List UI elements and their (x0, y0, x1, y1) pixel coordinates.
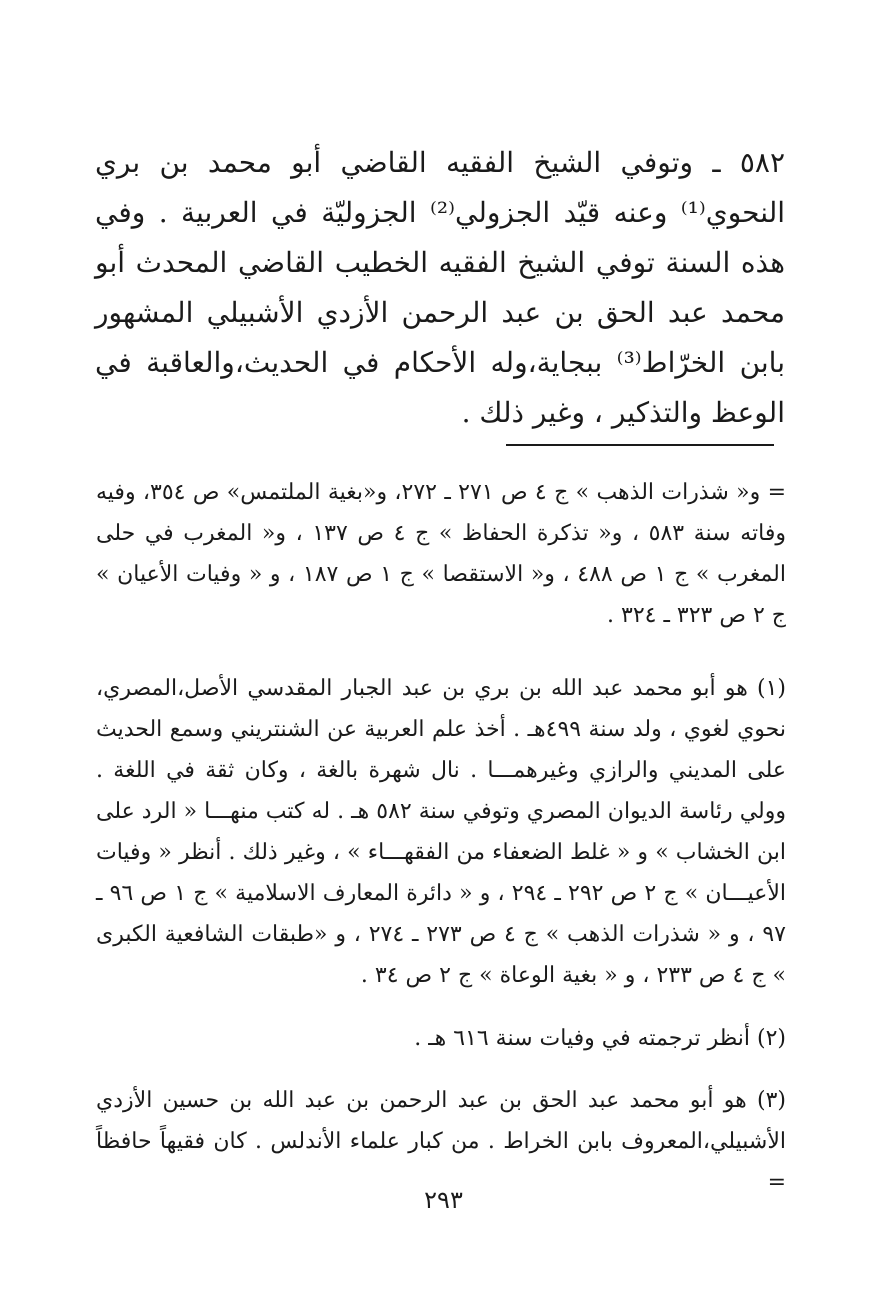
footnote-1-text: (١) هو أبو محمد عبد الله بن بري بن عبد الجبار المقدسي الأصل،المصري، نحوي لغوي ، ولد سنة ٤٩٩هـ . أخذ علم العربية عن الشنتريني وسمع الحديث على المديني والرازي وغيرهمـــا . نال شهرة بالغة ، وكان ثقة في اللغة . وولي رئاسة الديوان المصري وتوفي سنة ٥٨٢ هـ . له كتب منهـــا « الرد على ابن الخشاب » و « غلط الضعفاء من الفقهـــاء » ، وغير ذلك . أنظر « وفيات الأعيـــان » ج ٢ ص ٢٩٢ ـ ٢٩٤ ، و « دائرة المعارف الاسلامية » ج ١ ص ٩٦ ـ ٩٧ ، و « شذرات الذهب » ج ٤ ص ٢٧٣ ـ ٢٧٤ ، و «طبقات الشافعية الكبرى » ج ٤ ص ٢٣٣ ، و « بغية الوعاة » ج ٢ ص ٣٤ . (96, 676, 787, 988)
footnote-1 (96, 668, 786, 996)
footnote-2 (96, 1018, 786, 1059)
footnote-continuation-text: = و« شذرات الذهب » ج ٤ ص ٢٧١ ـ ٢٧٢، و«بغية الملتمس» ص ٣٥٤، وفيه وفاته سنة ٥٨٣ ، و« تذكرة الحفاظ » ج ٤ ص ١٣٧ ، و« المغرب في حلى المغرب » ج ١ ص ٤٨٨ ، و« الاستقصا » ج ١ ص ١٨٧ ، و « وفيات الأعيان » ج ٢ ص ٣٢٣ ـ ٣٢٤ . (96, 480, 787, 628)
footnote-continuation (96, 472, 786, 636)
page-number: ٢٩٣ (424, 1186, 463, 1214)
main-text-block (95, 138, 785, 438)
footnote-divider (506, 444, 774, 446)
footnote-3-text: (٣) هو أبو محمد عبد الحق بن عبد الرحمن بن عبد الله بن حسين الأزدي الأشبيلي،المعروف بابن الخراط . من كبار علماء الأندلس . كان فقيهاً حافظاً = (96, 1088, 786, 1195)
footnote-3 (96, 1080, 786, 1203)
main-paragraph: ٥٨٢ ـ وتوفي الشيخ الفقيه القاضي أبو محمد بن بري النحوي⁽¹⁾ وعنه قيّد الجزولي⁽²⁾ الجزوليّة في العربية . وفي هذه السنة توفي الشيخ الفقيه الخطيب القاضي المحدث أبو محمد عبد الحق بن عبد الرحمن الأزدي الأشبيلي المشهور بابن الخرّاط⁽³⁾ ببجاية،وله الأحكام في الحديث،والعاقبة في الوعظ والتذكير ، وغير ذلك . (95, 146, 786, 429)
footnote-2-text: (٢) أنظر ترجمته في وفيات سنة ٦١٦ هـ . (414, 1026, 786, 1051)
